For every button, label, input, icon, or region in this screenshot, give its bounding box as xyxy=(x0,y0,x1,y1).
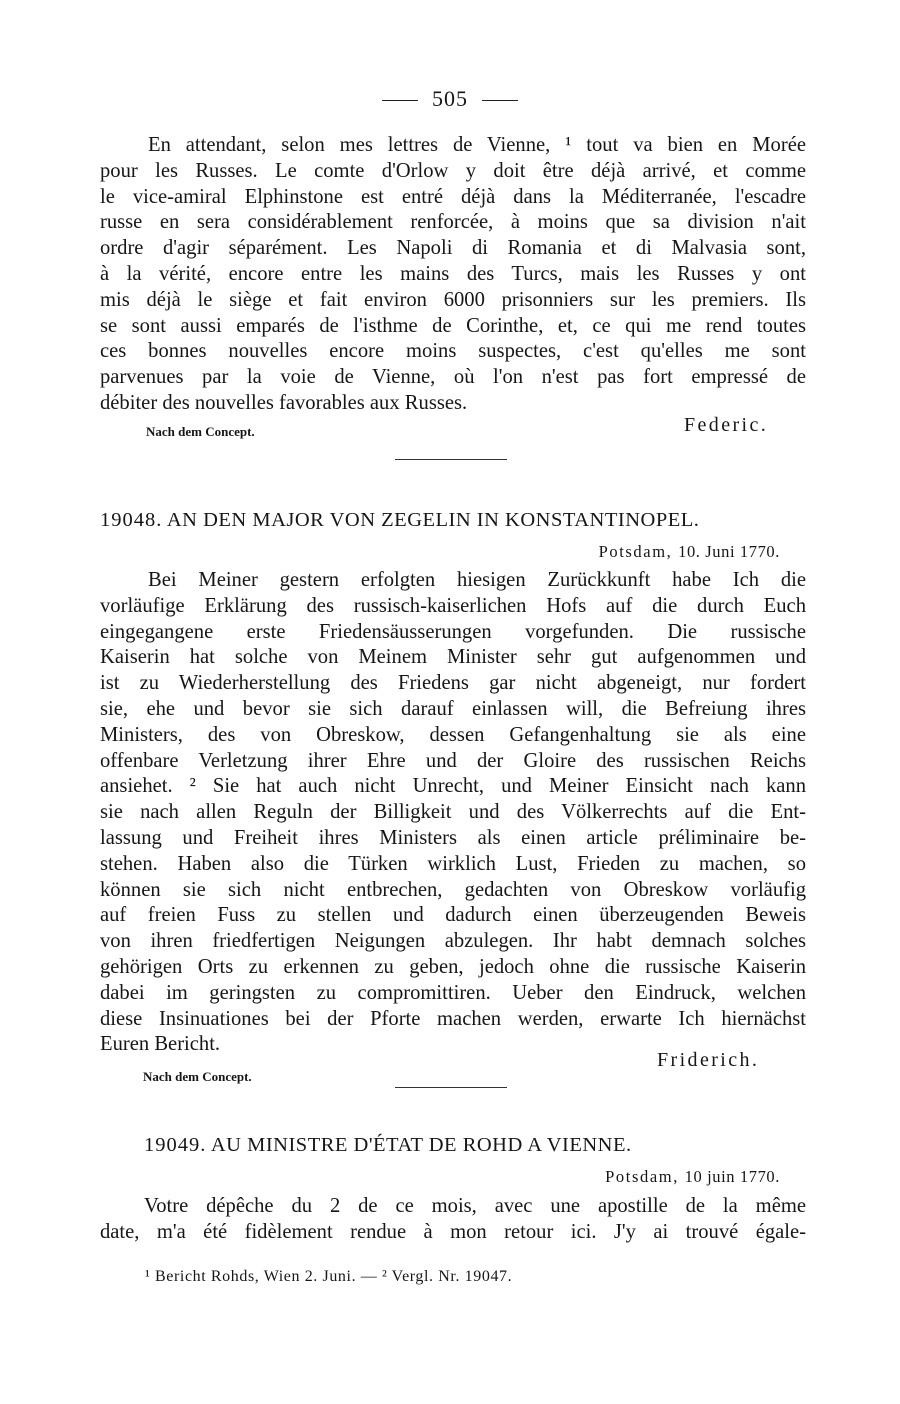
text-line: gehörigen Orts zu erkennen zu geben, jedoch ohne die russische Kaiserin xyxy=(100,955,806,978)
page-number: 505 xyxy=(432,86,468,111)
letter-heading xyxy=(100,509,806,532)
text-line: auf freien Fuss zu stellen und dadurch einen überzeugenden Beweis xyxy=(100,904,806,927)
text-line: ansiehet. ² Sie hat auch nicht Unrecht, und Meiner Einsicht nach kann xyxy=(100,775,806,798)
text-line: mis déjà le siège et fait environ 6000 prisonniers sur les premiers. Ils xyxy=(100,288,806,311)
text-line: à la vérité, encore entre les mains des Turcs, mais les Russes y ont xyxy=(100,262,806,285)
page-header xyxy=(0,86,900,112)
source-note: Nach dem Concept. xyxy=(146,424,255,439)
section-divider xyxy=(395,1087,507,1088)
header-dash-right xyxy=(482,100,518,101)
footnotes: ¹ Bericht Rohds, Wien 2. Juni. — ² Vergl. Nr. 19047. xyxy=(145,1268,513,1285)
dateline xyxy=(605,1167,780,1187)
text-line: pour les Russes. Le comte d'Orlow y doit être déjà arrivé, et comme xyxy=(100,159,806,182)
letter-number: 19048. xyxy=(100,509,163,531)
text-line: russe en sera considérablement renforcée, à moins que sa division n'ait xyxy=(100,211,806,234)
text-line: diese Insinuationes bei der Pforte machen werden, erwarte Ich hiernächst xyxy=(100,1007,806,1030)
text-line: eingegangene erste Friedensäusserungen vorgefunden. Die russische xyxy=(100,620,806,643)
text-line: ces bonnes nouvelles encore moins suspectes, c'est qu'elles me sont xyxy=(100,340,806,363)
text-line: sie, ehe und bevor sie sich darauf einlassen will, die Befreiung ihres xyxy=(100,697,806,720)
text-line: débiter des nouvelles favorables aux Russes. xyxy=(100,391,468,414)
dateline-date: 10. Juni 1770. xyxy=(678,542,780,561)
signature: Federic. xyxy=(684,414,769,436)
text-line: stehen. Haben also die Türken wirklich Lust, Frieden zu machen, so xyxy=(100,852,806,875)
letter-title: AU MINISTRE D'ÉTAT DE ROHD A VIENNE. xyxy=(210,1134,632,1156)
text-line: parvenues par la voie de Vienne, où l'on n'est pas fort empressé de xyxy=(100,366,806,389)
signature: Friderich. xyxy=(657,1049,760,1071)
text-line: Kaiserin hat solche von Meinem Minister sehr gut aufgenommen und xyxy=(100,646,806,669)
text-line: Euren Bericht. xyxy=(100,1033,221,1056)
text-line: le vice-amiral Elphinstone est entré déjà dans la Méditerranée, l'escadre xyxy=(100,185,806,208)
dateline-date: 10 juin 1770. xyxy=(684,1167,780,1186)
text-line: date, m'a été fidèlement rendue à mon retour ici. J'y ai trouvé égale- xyxy=(100,1220,806,1243)
text-line: vorläufige Erklärung des russisch-kaiserlichen Hofs auf die durch Euch xyxy=(100,594,806,617)
intro-paragraph xyxy=(100,133,806,417)
letter-body xyxy=(100,1194,806,1246)
letter-title: AN DEN MAJOR VON ZEGELIN IN KONSTANTINOPEL. xyxy=(166,509,700,531)
letter-heading xyxy=(144,1134,850,1157)
letter-body xyxy=(100,568,806,1058)
section-divider xyxy=(395,459,507,460)
text-line: von ihren friedfertigen Neigungen abzulegen. Ihr habt demnach solches xyxy=(100,930,806,953)
header-dash-left xyxy=(382,100,418,101)
text-line: se sont aussi emparés de l'isthme de Corinthe, et, ce qui me rend toutes xyxy=(100,314,806,337)
dateline-place: Potsdam, xyxy=(598,542,673,561)
text-line: ist zu Wiederherstellung des Friedens gar nicht abgeneigt, nur fordert xyxy=(100,672,806,695)
letter-number: 19049. xyxy=(144,1134,207,1156)
text-line: ordre d'agir séparément. Les Napoli di Romania et di Malvasia sont, xyxy=(100,237,806,260)
text-line: En attendant, selon mes lettres de Vienne, ¹ tout va bien en Morée xyxy=(148,134,806,156)
text-line: offenbare Verletzung ihrer Ehre und der Gloire des russischen Reichs xyxy=(100,749,806,772)
dateline-place: Potsdam, xyxy=(605,1167,679,1186)
text-line: können sie sich nicht entbrechen, gedachten von Obreskow vorläufig xyxy=(100,878,806,901)
text-line: Votre dépêche du 2 de ce mois, avec une apostille de la même xyxy=(144,1195,806,1217)
source-note: Nach dem Concept. xyxy=(143,1069,252,1084)
text-line: dabei im geringsten zu compromittiren. Ueber den Eindruck, welchen xyxy=(100,981,806,1004)
text-line: lassung und Freiheit ihres Ministers als einen article préliminaire be- xyxy=(100,826,806,849)
text-line: Bei Meiner gestern erfolgten hiesigen Zurückkunft habe Ich die xyxy=(148,569,806,591)
text-line: sie nach allen Reguln der Billigkeit und des Völkerrechts auf die Ent- xyxy=(100,801,806,824)
dateline xyxy=(599,542,780,562)
text-line: Ministers, des von Obreskow, dessen Gefangenhaltung sie als eine xyxy=(100,723,806,746)
